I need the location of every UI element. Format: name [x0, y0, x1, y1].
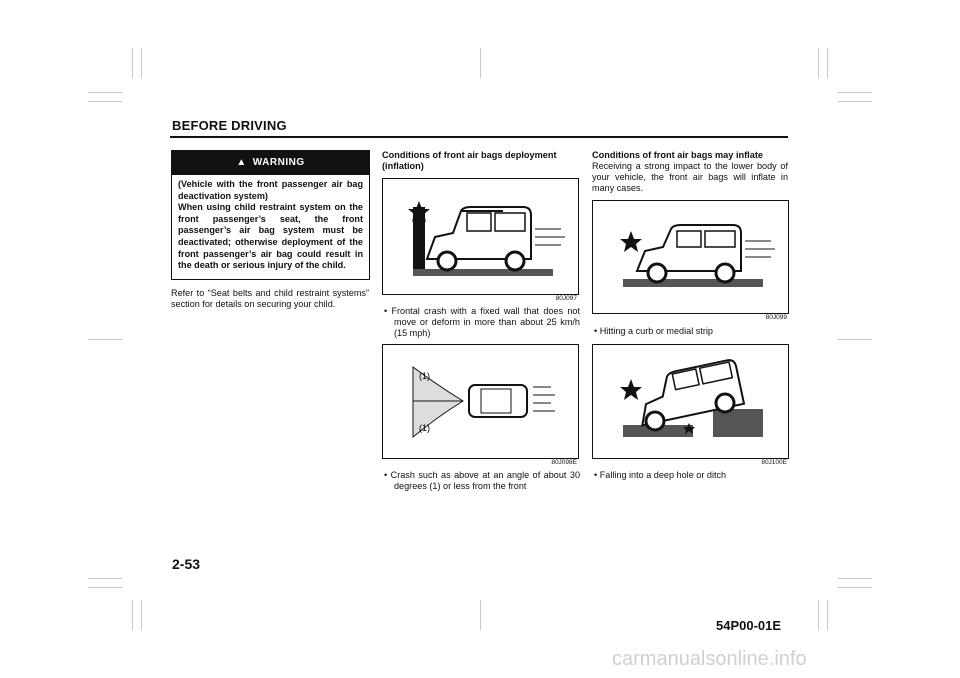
bullet-hole: • Falling into a deep hole or ditch	[594, 470, 727, 480]
section-title: BEFORE DRIVING	[172, 118, 287, 133]
crop-mark	[818, 48, 819, 78]
crop-mark	[88, 92, 122, 93]
crop-mark	[480, 600, 481, 630]
middle-heading: Conditions of front air bags deployment (inflation)	[382, 150, 557, 171]
hole-illustration	[593, 345, 788, 458]
figure-code-3: 80J099	[765, 314, 787, 321]
crop-mark	[827, 600, 828, 630]
warning-box	[171, 150, 370, 280]
bullet-angle-crash: • Crash such as above at an angle of about 30 degrees (1) or less from the front	[384, 470, 580, 491]
angle-crash-illustration	[383, 345, 578, 458]
crop-mark	[132, 600, 133, 630]
figure-code-4: 80J100E	[761, 459, 787, 466]
crop-mark	[838, 92, 872, 93]
crop-mark	[88, 339, 122, 340]
crop-mark	[827, 48, 828, 78]
crop-mark	[88, 578, 122, 579]
crop-mark	[132, 48, 133, 78]
crop-mark	[838, 339, 872, 340]
bullet-curb: • Hitting a curb or medial strip	[594, 326, 713, 336]
crop-mark	[141, 48, 142, 78]
figure-hole	[592, 344, 789, 459]
angle-label-bottom: (1)	[419, 423, 430, 433]
crop-mark	[818, 600, 819, 630]
crop-mark	[838, 101, 872, 102]
site-watermark: carmanualsonline.info	[612, 648, 807, 670]
header-rule	[170, 136, 788, 138]
warning-text: (Vehicle with the front passenger air bag deactivation system) When using child restraint system on the front passenger’s seat, the front passenger’s air bag system must be deactivated; otherwise deployment of the front passenger’s air bag could result in the death or serious injury of the child.	[178, 179, 363, 271]
crop-mark	[480, 48, 481, 78]
warning-label: WARNING	[252, 157, 305, 168]
warning-header	[172, 151, 369, 175]
document-code: 54P00-01E	[716, 618, 782, 633]
crop-mark	[88, 101, 122, 102]
crop-mark	[141, 600, 142, 630]
figure-code-2: 80J098E	[551, 459, 577, 466]
right-heading: Conditions of front air bags may inflate	[592, 150, 764, 160]
crop-mark	[88, 587, 122, 588]
figure-curb	[592, 200, 789, 314]
bullet-frontal-crash: • Frontal crash with a fixed wall that does not move or deform in more than about 25 km/h (15 mph)	[384, 306, 580, 338]
right-paragraph: Receiving a strong impact to the lower body of your vehicle, the front air bags will inflate in many cases.	[592, 161, 788, 193]
warning-triangle-icon: ▲	[236, 157, 247, 168]
crop-mark	[838, 578, 872, 579]
frontal-crash-illustration	[383, 179, 578, 294]
page-number: 2-53	[172, 556, 201, 572]
curb-illustration	[593, 201, 788, 313]
figure-code-1: 80J097	[555, 295, 577, 302]
figure-angle-crash	[382, 344, 579, 459]
figure-frontal-crash	[382, 178, 579, 295]
crop-mark	[838, 587, 872, 588]
angle-label-top: (1)	[419, 371, 430, 381]
left-paragraph: Refer to “Seat belts and child restraint systems” section for details on securing your child.	[171, 288, 369, 309]
